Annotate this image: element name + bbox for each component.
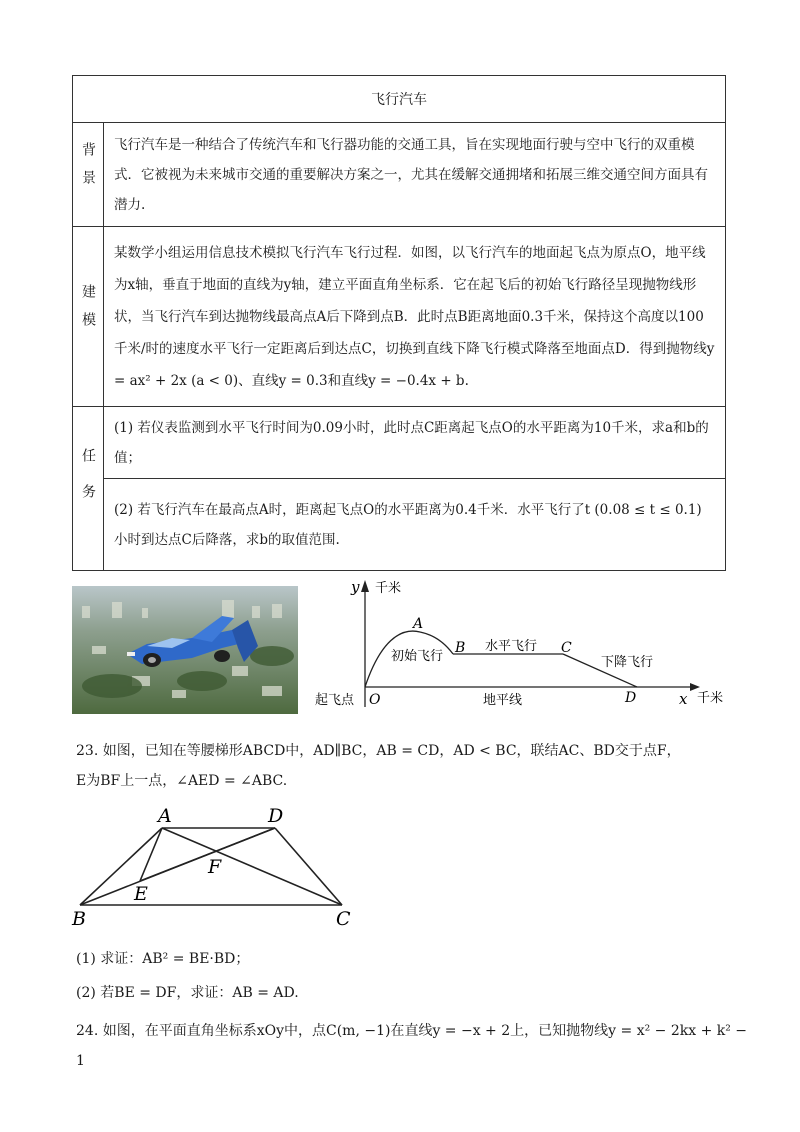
task2-text: (2) 若飞行汽车在最高点A时，距离起飞点O的水平距离为0.4千米．水平飞行了t (0.08 ≤ t ≤ 0.1)小时到达点C后降落，求b的取值范围. [104, 479, 726, 571]
descent-flight-label: 下降飞行 [601, 655, 654, 670]
modeling-label: 建模 [73, 227, 104, 407]
y-axis-label: y [351, 578, 360, 596]
table-title: 飞行汽车 [73, 76, 726, 123]
level-flight-label: 水平飞行 [485, 639, 538, 654]
point-b-label: B [455, 640, 466, 656]
background-text: 飞行汽车是一种结合了传统汽车和飞行器功能的交通工具，旨在实现地面行驶与空中飞行的双重模式．它被视为未来城市交通的重要解决方案之一，尤其在缓解交通拥堵和拓展三维交通空间方面具有潜力. [104, 123, 726, 227]
q23-part2: (2) 若BE = DF，求证：AB = AD. [76, 985, 299, 1001]
flying-car-photo [72, 586, 298, 714]
horizon-label: 地平线 [483, 693, 523, 708]
q23-part1: (1) 求证：AB² = BE·BD； [76, 951, 250, 967]
point-f-label: F [208, 856, 222, 878]
point-c-label: C [561, 640, 572, 656]
x-axis-label: x [679, 690, 688, 708]
task1-text: (1) 若仪表监测到水平飞行时间为0.09小时，此时点C距离起飞点O的水平距离为10千米，求a和b的值； [104, 407, 726, 479]
flight-graph [305, 572, 735, 722]
q23-line1: 23. 如图，已知在等腰梯形ABCD中，AD∥BC，AB = CD，AD < BC，联结AC、BD交于点F， [76, 743, 681, 759]
q24-line1: 24. 如图，在平面直角坐标系xOy中，点C(m, −1)在直线y = −x + 2上，已知抛物线y = x² − 2kx + k² − 1 [76, 1023, 748, 1069]
point-e-label: E [134, 883, 148, 905]
y-unit-label: 千米 [375, 581, 402, 596]
q23-line2: E为BF上一点，∠AED = ∠ABC. [76, 773, 288, 789]
point-a-label: A [413, 616, 424, 632]
vertex-a-label: A [158, 805, 172, 827]
modeling-text: 某数学小组运用信息技术模拟飞行汽车飞行过程．如图，以飞行汽车的地面起飞点为原点O，地平线为x轴，垂直于地面的直线为y轴，建立平面直角坐标系．它在起飞后的初始飞行路径呈现抛物线形状，当飞行汽车到达抛物线最高点A后下降到点B．此时点B距离地面0.3千米，保持这个高度以100千米/时的速度水平飞行一定距离后到达点C，切换到直线下降飞行模式降落至地面点D．得到抛物线y = ax² + 2x (a < 0)、直线y = 0.3和直线y = −0.4x + b. [104, 227, 726, 407]
x-unit-label: 千米 [697, 691, 724, 706]
takeoff-label: 起飞点 [315, 693, 355, 708]
x-axis-arrow-icon [690, 683, 700, 691]
vertex-b-label: B [72, 908, 86, 930]
task-label: 任务 [73, 407, 104, 571]
initial-flight-label: 初始飞行 [391, 649, 444, 664]
background-label: 背景 [73, 123, 104, 227]
vertex-c-label: C [336, 908, 351, 930]
trapezoid-figure [70, 805, 370, 930]
y-axis-arrow-icon [361, 580, 369, 592]
vertex-d-label: D [268, 805, 284, 827]
origin-label: O [369, 692, 381, 708]
point-d-label: D [625, 690, 637, 706]
task-table [72, 75, 726, 571]
